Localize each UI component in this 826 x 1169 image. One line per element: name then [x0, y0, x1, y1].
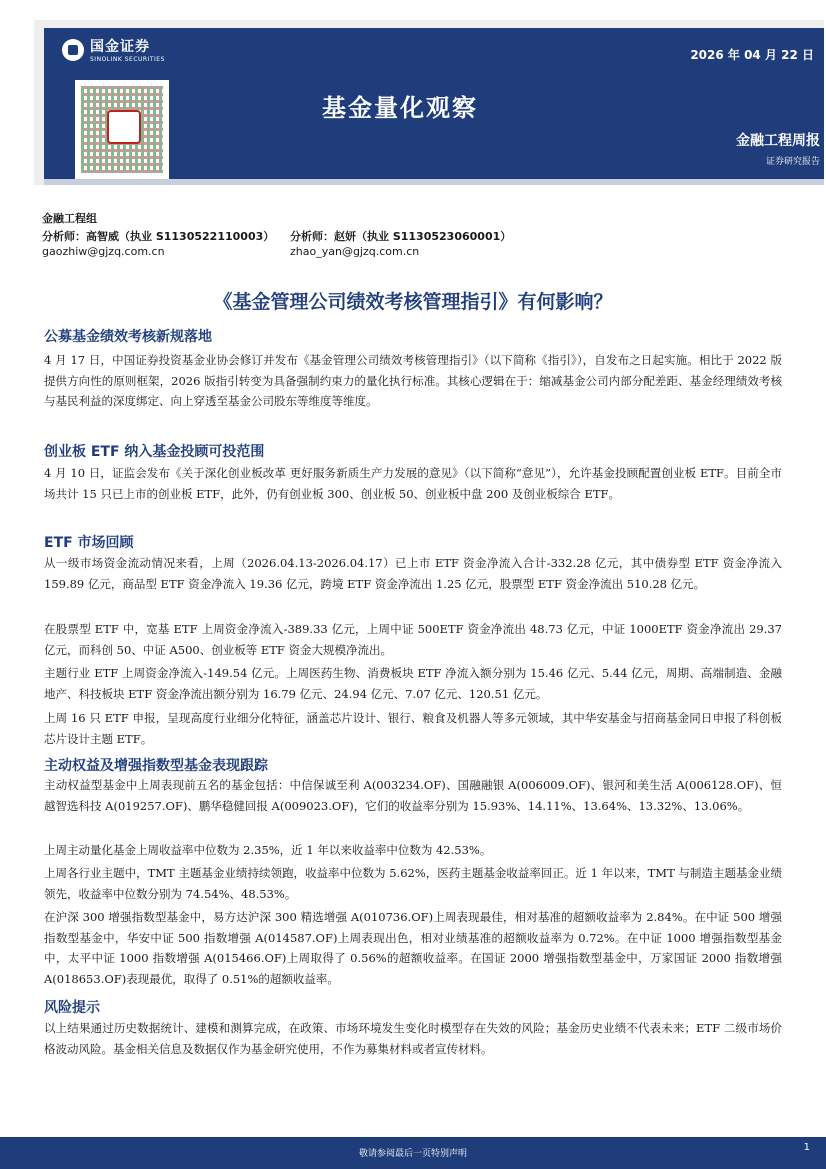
- page-number: 1: [803, 1142, 810, 1153]
- section-heading: 公募基金绩效考核新规落地: [44, 329, 212, 345]
- section-heading: 创业板 ETF 纳入基金投顾可投范围: [44, 444, 265, 460]
- paragraph: 4 月 10 日，证监会发布《关于深化创业板改革 更好服务新质生产力发展的意见》（以下简称“意见”），允许基金投顾配置创业板 ETF。目前全市场共计 15 只已上市的创业板 ETF，此外，仍有创业板 300、创业板 50、创业板中盘 200 及创业板综合 ETF。: [44, 466, 782, 501]
- logo-name-cn: 国金证券: [90, 39, 150, 55]
- article-headline: 《基金管理公司绩效考核管理指引》有何影响？: [213, 291, 613, 313]
- paragraph: 在沪深 300 增强指数型基金中，易方达沪深 300 精选增强 A(010736.OF)上周表现最佳，相对基准的超额收益率为 2.84%。在中证 500 增强指数型基金中，华安中证 500 指数增强 A(014587.OF)上周表现出色，相对业绩基准的超额收益率为 0.72%。在中证 1000 增强指数型基金中，太平中证 1000 指数增强 A(015466.OF)上周取得了 0.56%的超额收益率。在国证 2000 增强指数型基金中，万家国证 2000 指数增强 A(018653.OF)表现最优，取得了 0.51%的超额收益率。: [44, 910, 782, 986]
- analyst-2-email[interactable]: zhao_yan@gjzq.com.cn: [290, 245, 420, 258]
- paragraph: 上周 16 只 ETF 申报，呈现高度行业细分化特征，涵盖芯片设计、银行、粮食及机器人等多元领域，其中华安基金与招商基金同日申报了科创板芯片设计主题 ETF。: [44, 711, 782, 746]
- analyst-2: 分析师：赵妍（执业 S1130523060001）: [290, 230, 512, 243]
- logo-name-en: SINOLINK SECURITIES: [90, 56, 165, 63]
- qr-code-icon: [75, 80, 169, 179]
- team-name: 金融工程组: [42, 212, 97, 225]
- report-date: 2026 年 04 月 22 日: [690, 48, 814, 62]
- paragraph: 4 月 17 日，中国证券投资基金业协会修订并发布《基金管理公司绩效考核管理指引》（以下简称《指引》），自发布之日起实施。相比于 2022 版提供方向性的原则框架，2026 版指引转变为具备强制约束力的量化执行标准。其核心逻辑在于：缩减基金公司内部分配差距、基金经理绩效考核与基民利益的深度绑定、向上穿透至基金公司股东等维度等维度。: [44, 353, 782, 409]
- footer-disclaimer: 敬请参阅最后一页特别声明: [358, 1149, 467, 1159]
- report-type: 证券研究报告: [765, 157, 820, 167]
- paragraph: 以上结果通过历史数据统计、建模和测算完成，在政策、市场环境发生变化时模型存在失效的风险；基金历史业绩不代表未来；ETF 二级市场价格波动风险。基金相关信息及数据仅作为基金研究使用，不作为募集材料或者宣传材料。: [44, 1021, 782, 1056]
- paragraph: 从一级市场资金流动情况来看，上周（2026.04.13-2026.04.17）已上市 ETF 资金净流入合计-332.28 亿元，其中债券型 ETF 资金净流入 159.89 亿元，商品型 ETF 资金净流入 19.36 亿元，跨境 ETF 资金净流出 1.25 亿元，股票型 ETF 资金净流出 510.28 亿元。: [44, 556, 782, 591]
- paragraph: 主动权益型基金中上周表现前五名的基金包括：中信保诚至利 A(003234.OF)、国融融银 A(006009.OF)、银河和美生活 A(006128.OF)、恒越智选科技 A(019257.OF)、鹏华稳健回报 A(009023.OF)，它们的收益率分别为 15.93%、14.11%、13.64%、13.32%、13.06%。: [44, 778, 782, 813]
- banner-divider: [44, 179, 824, 185]
- section-heading: 主动权益及增强指数型基金表现跟踪: [44, 758, 268, 774]
- section-heading: ETF 市场回顾: [44, 535, 134, 551]
- company-logo: [62, 36, 165, 63]
- paragraph: 主题行业 ETF 上周资金净流入-149.54 亿元。上周医药生物、消费板块 ETF 净流入额分别为 15.46 亿元、5.44 亿元，周期、高端制造、金融地产、科技板块 ETF 资金净流出额分别为 16.79 亿元、24.94 亿元、7.07 亿元、120.51 亿元。: [44, 666, 782, 701]
- report-title: 基金量化观察: [322, 94, 478, 122]
- paragraph: 在股票型 ETF 中，宽基 ETF 上周资金净流入-389.33 亿元，上周中证 500ETF 资金净流出 48.73 亿元，中证 1000ETF 资金净流出 29.37 亿元，而科创 50、中证 A500、创业板等 ETF 资金大规模净流出。: [44, 622, 782, 657]
- paragraph: 上周主动量化基金上周收益率中位数为 2.35%，近 1 年以来收益率中位数为 42.53%。: [44, 843, 492, 857]
- paragraph: 上周各行业主题中，TMT 主题基金业绩持续领跑，收益率中位数为 5.62%，医药主题基金收益率回正。近 1 年以来，TMT 与制造主题基金业绩领先，收益率中位数分别为 74.54%、48.53%。: [44, 866, 782, 901]
- analyst-1-email[interactable]: gaozhiw@gjzq.com.cn: [42, 245, 165, 258]
- section-heading: 风险提示: [44, 1000, 100, 1016]
- analyst-1: 分析师：高智威（执业 S1130522110003）: [42, 230, 275, 243]
- report-series: 金融工程周报: [736, 133, 820, 149]
- logo-icon: [62, 39, 84, 61]
